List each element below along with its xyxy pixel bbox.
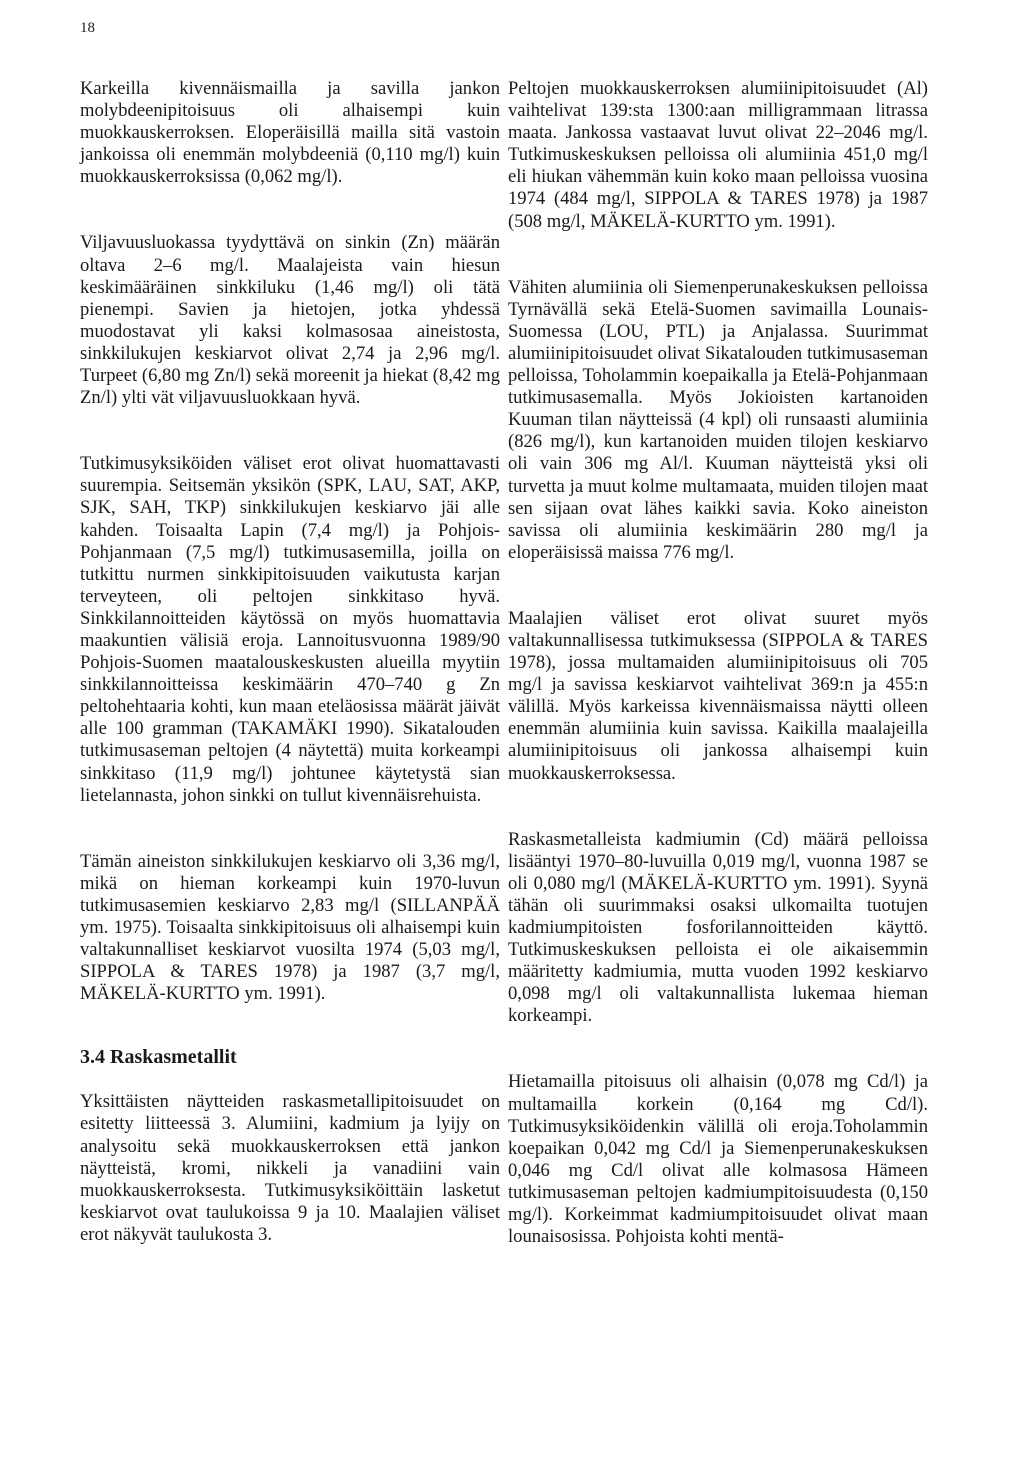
paragraph-aluminium-national: Maalajien väliset erot olivat suuret myös valtakunnallisessa tutkimuksessa (SIPPOLA & TARES 1978), jossa multamaiden alumiinipitoisuus oli 705 mg/l ja savissa keskiarvot vaihtelivat 369:n ja 455:n välillä. Myös karkeissa kivennäismaissa näytti olleen enemmän alumiinia kuin savissa. Kaikilla maalajeilla alumiinipitoisuus oli jankossa alhaisempi kuin muokkauskerroksessa. xyxy=(508,607,928,784)
section-number: 3.4 xyxy=(80,1046,105,1069)
left-column xyxy=(80,78,500,1246)
right-column xyxy=(508,78,928,1248)
paragraph-cadmium-trend: Raskasmetalleista kadmiumin (Cd) määrä pelloissa lisääntyi 1970–80-luvuilla 0,019 mg/l, vuonna 1987 se oli 0,080 mg/l (MÄKELÄ-KURTTO ym. 1991). Syynä tähän oli suurimmaksi osaksi ulkomailta tuotujen kadmiumpitoisten fosforilannoitteiden käyttö. Tutkimuskeskuksen pelloista ei ole aikaisemmin määritetty kadmiumia, mutta vuoden 1992 keskiarvo 0,098 mg/l oli valtakunnallista lukemaa hieman korkeampi. xyxy=(508,828,928,1027)
paragraph-aluminium-units: Vähiten alumiinia oli Siemenperunakeskuksen pelloissa Tyrnävällä sekä Etelä-Suomen savimailla Lounais-Suomessa (LOU, PTL) ja Anjalassa. Suurimmat alumiinipitoisuudet olivat Sikatalouden tutkimusaseman pelloissa, Toholammin koepaikalla ja Etelä-Pohjanmaan tutkimusasemalla. Myös Jokioisten kartanoiden Kuuman tilan näytteissä (4 kpl) oli runsaasti alumiinia (826 mg/l), kun kartanoiden muiden tilojen keskiarvo oli vain 306 mg Al/l. Kuuman näytteistä yksi oli turvetta ja muut kolme multamaata, muiden tilojen maat sen sijaan ovat lähes kaikki savia. Koko aineiston savissa oli alumiinia keskimäärin 280 mg/l ja eloperäisissä maissa 776 mg/l. xyxy=(508,276,928,563)
paragraph-zinc-comparison: Tämän aineiston sinkkilukujen keskiarvo oli 3,36 mg/l, mikä on hieman korkeampi kuin 1970-luvun tutkimusasemien keskiarvo 2,83 mg/l (SILLANPÄÄ ym. 1975). Toisaalta sinkkipitoisuus oli alhaisempi kuin valtakunnalliset keskiarvot vuosilta 1974 (5,03 mg/l, SIPPOLA & TARES 1978) ja 1987 (3,7 mg/l, MÄKELÄ-KURTTO ym. 1991). xyxy=(80,850,500,1005)
paragraph-zinc-soil-types: Viljavuusluokassa tyydyttävä on sinkin (Zn) määrän oltava 2–6 mg/l. Maalajeista vain hiesun keskimääräinen sinkkiluku (1,46 mg/l) oli tätä pienempi. Savien ja hietojen, jotka yhdessä muodostavat yli kaksi kolmasosaa aineistosta, sinkkilukujen keskiarvot olivat 2,74 ja 2,96 mg/l. Turpeet (6,80 mg Zn/l) sekä moreenit ja hiekat (8,42 mg Zn/l) ylti vät viljavuusluokkaan hyvä. xyxy=(80,232,500,409)
paragraph-aluminium-range: Peltojen muokkauskerroksen alumiinipitoisuudet (Al) vaihtelivat 139:sta 1300:aan milligrammaan litrassa maata. Jankossa vastaavat luvut olivat 22–2046 mg/l. Tutkimuskeskuksen pelloissa oli alumiinia 451,0 mg/l eli hiukan vähemmän kuin koko maan pelloissa vuosina 1974 (484 mg/l, SIPPOLA & TARES 1978) ja 1987 (508 mg/l, MÄKELÄ-KURTTO ym. 1991). xyxy=(508,78,928,232)
paragraph-heavy-metals-intro: Yksittäisten näytteiden raskasmetallipitoisuudet on esitetty liitteessä 3. Alumiini, kadmium ja lyijy on analysoitu sekä muokkauskerroksen että jankon näytteistä, kromi, nikkeli ja vanadiini vain muokkauskerroksesta. Tutkimusyksiköittäin lasketut keskiarvot ovat taulukoissa 9 ja 10. Maalajien väliset erot näkyvät taulukosta 3. xyxy=(80,1091,500,1245)
section-heading xyxy=(80,1045,500,1069)
paragraph-zinc-research-units: Tutkimusyksiköiden väliset erot olivat huomattavasti suurempia. Seitsemän yksikön (SPK, LAU, SAT, AKP, SJK, SAH, TKP) sinkkilukujen keskiarvo jäi alle kahden. Toisaalta Lapin (7,4 mg/l) ja Pohjois-Pohjanmaan (7,5 mg/l) tutkimusasemilla, joilla on tutkittu nurmen sinkkipitoisuuden vaikutusta karjan terveyteen, oli peltojen sinkkitaso hyvä. Sinkkilannoitteiden käytössä on myös huomattavia maakuntien välisiä eroja. Lannoitusvuonna 1989/90 Pohjois-Suomen maatalouskeskusten alueilla myytiin sinkkilannoitteissa keskimäärin 470–740 g Zn peltohehtaaria kohti, kun maan eteläosissa määrät jäivät alle 100 gramman (TAKAMÄKI 1990). Sikatalouden tutkimusaseman peltojen (4 näytettä) muita korkeampi sinkkitaso (11,9 mg/l) johtunee käytetystä sian lietelannasta, johon sinkki on tullut kivennäisrehuista. xyxy=(80,453,500,806)
paragraph-cadmium-soil-types: Hietamailla pitoisuus oli alhaisin (0,078 mg Cd/l) ja multamailla korkein (0,164 mg Cd/l). Tutkimusyksiköidenkin välillä oli eroja.Toholammin koepaikan 0,042 mg Cd/l ja Siemenperunakeskuksen 0,046 mg Cd/l olivat alle kolmasosa Hämeen tutkimusaseman peltojen kadmiumpitoisuudesta (0,150 mg/l). Korkeimmat kadmiumpitoisuudet olivat maan lounaisosissa. Pohjoista kohti mentä- xyxy=(508,1071,928,1248)
paragraph-molybdenum-subsoil: Karkeilla kivennäismailla ja savilla jankon molybdeenipitoisuus oli alhaisempi kuin muokkauskerroksen. Eloperäisillä mailla sitä vastoin jankoissa oli enemmän molybdeeniä (0,110 mg/l) kuin muokkauskerroksissa (0,062 mg/l). xyxy=(80,78,500,188)
section-title: Raskasmetallit xyxy=(110,1046,237,1069)
page-number: 18 xyxy=(80,20,95,36)
